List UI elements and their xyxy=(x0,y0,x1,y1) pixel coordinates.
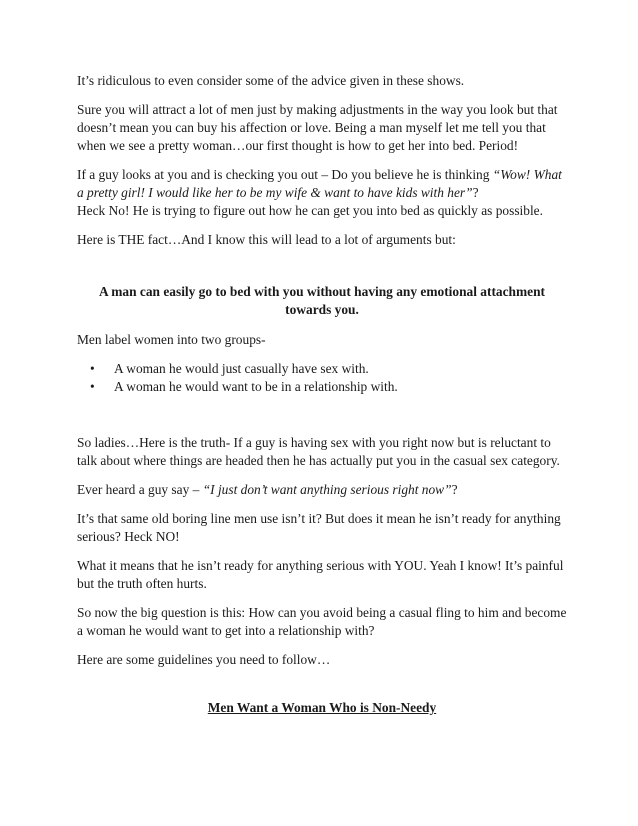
list-item-text: A woman he would just casually have sex with. xyxy=(114,361,369,376)
paragraph-attract: Sure you will attract a lot of men just by making adjustments in the way you look but that doesn’t mean you can buy his affection or love. Being a man myself let me tell you that when we see a pretty woman…our first thought is how to get her into bed. Period! xyxy=(77,102,558,153)
paragraph-ever-heard xyxy=(77,481,567,499)
document-body xyxy=(77,72,567,728)
bullet-icon: • xyxy=(90,379,95,394)
checking-out-quote: “Wow! What a pretty girl! I would like her to be my wife & want to have kids with her” xyxy=(77,167,562,200)
checking-out-qmark: ? xyxy=(472,185,479,200)
bullet-icon: • xyxy=(90,361,95,376)
ever-heard-quote: “I just don’t want anything serious right now” xyxy=(202,482,452,497)
paragraph-big-question: So now the big question is this: How can you avoid being a casual fling to him and become a woman he would want to get into a relationship with? xyxy=(77,605,567,638)
paragraph-fact: Here is THE fact…And I know this will lead to a lot of arguments but: xyxy=(77,232,456,247)
paragraph-guidelines: Here are some guidelines you need to follow… xyxy=(77,652,331,667)
bold-statement: A man can easily go to bed with you without having any emotional attachment towards you. xyxy=(98,284,545,317)
paragraph-truth: So ladies…Here is the truth- If a guy is having sex with you right now but is reluctant to talk about where things are headed then he has actually put you in the casual sex category. xyxy=(77,435,560,468)
paragraph-checking-out xyxy=(77,166,567,220)
checking-out-answer: Heck No! He is trying to figure out how he can get you into bed as quickly as possible. xyxy=(77,203,543,218)
list-item xyxy=(77,360,567,378)
list-item xyxy=(77,378,567,396)
paragraph-intro: It’s ridiculous to even consider some of the advice given in these shows. xyxy=(77,73,465,88)
paragraph-groups-intro: Men label women into two groups- xyxy=(77,332,266,347)
paragraph-boring-line: It’s that same old boring line men use isn’t it? But does it mean he isn’t ready for anything serious? Heck NO! xyxy=(77,511,561,544)
section-heading: Men Want a Woman Who is Non-Needy xyxy=(207,700,437,715)
paragraph-what-it-means: What it means that he isn’t ready for anything serious with YOU. Yeah I know! It’s painful but the truth often hurts. xyxy=(77,558,564,591)
ever-heard-text: Ever heard a guy say – xyxy=(77,482,203,497)
groups-list xyxy=(77,360,567,396)
checking-out-text: If a guy looks at you and is checking you out – Do you believe he is thinking xyxy=(77,167,493,182)
ever-heard-qmark: ? xyxy=(451,482,458,497)
list-item-text: A woman he would want to be in a relationship with. xyxy=(114,379,398,394)
